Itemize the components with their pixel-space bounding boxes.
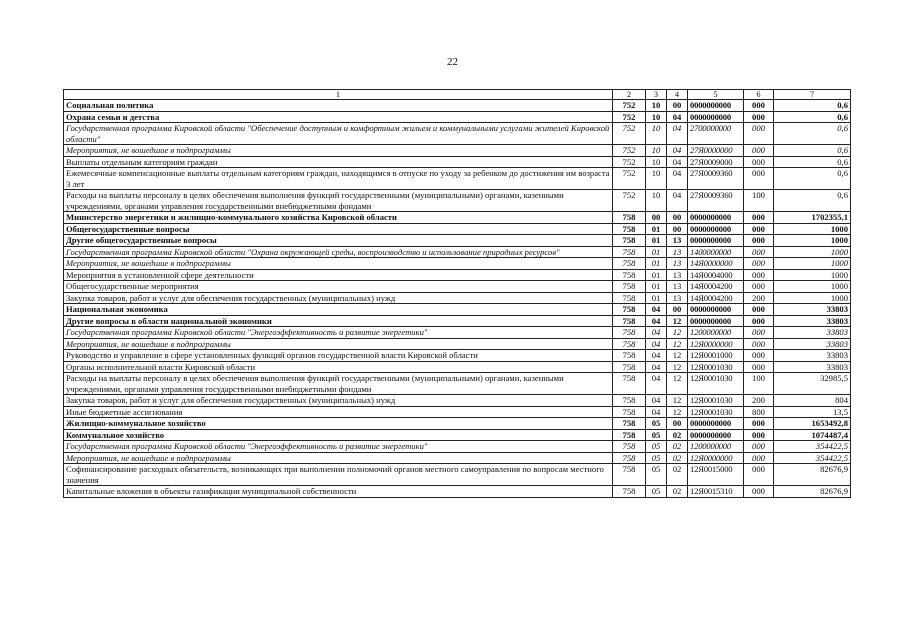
row-subsection-cell: 12 — [667, 406, 688, 418]
row-target-code-cell: 14Я0004000 — [688, 269, 744, 281]
row-target-code-cell: 14Я0004200 — [688, 292, 744, 304]
row-section-cell: 04 — [646, 361, 667, 373]
row-section-cell: 10 — [646, 190, 667, 212]
row-ministry-code-cell: 752 — [613, 123, 646, 145]
row-amount-cell: 33803 — [774, 361, 851, 373]
row-expense-type-cell: 000 — [744, 452, 774, 464]
table-row — [64, 168, 851, 190]
row-section-cell: 10 — [646, 100, 667, 112]
row-expense-type-cell: 000 — [744, 464, 774, 486]
row-subsection-cell: 04 — [667, 168, 688, 190]
row-subsection-cell: 12 — [667, 373, 688, 395]
table-row — [64, 395, 851, 407]
row-name-cell: Национальная экономика — [64, 304, 613, 316]
row-section-cell: 04 — [646, 338, 667, 350]
row-section-cell: 05 — [646, 441, 667, 453]
row-target-code-cell: 12Я0015000 — [688, 464, 744, 486]
row-section-cell: 01 — [646, 235, 667, 247]
row-section-cell: 01 — [646, 246, 667, 258]
row-ministry-code-cell: 758 — [613, 292, 646, 304]
row-section-cell: 05 — [646, 418, 667, 430]
row-section-cell: 01 — [646, 269, 667, 281]
row-amount-cell: 82676,9 — [774, 486, 851, 498]
row-section-cell: 01 — [646, 292, 667, 304]
row-subsection-cell: 12 — [667, 350, 688, 362]
table-row — [64, 111, 851, 123]
row-target-code-cell: 0000000000 — [688, 212, 744, 224]
table-row — [64, 156, 851, 168]
row-amount-cell: 1000 — [774, 235, 851, 247]
row-ministry-code-cell: 758 — [613, 258, 646, 270]
row-amount-cell: 33803 — [774, 327, 851, 339]
table-row — [64, 190, 851, 212]
row-name-cell: Руководство и управление в сфере установленных функций органов государственной власти Кировской области — [64, 350, 613, 362]
row-expense-type-cell: 000 — [744, 281, 774, 293]
row-expense-type-cell: 100 — [744, 190, 774, 212]
row-section-cell: 10 — [646, 145, 667, 157]
row-amount-cell: 1000 — [774, 258, 851, 270]
table-row — [64, 123, 851, 145]
row-amount-cell: 1000 — [774, 246, 851, 258]
row-amount-cell: 1074487,4 — [774, 429, 851, 441]
table-body — [64, 90, 851, 498]
row-amount-cell: 13,5 — [774, 406, 851, 418]
table-row — [64, 338, 851, 350]
row-target-code-cell: 0000000000 — [688, 235, 744, 247]
column-header: 2 — [613, 90, 646, 100]
row-expense-type-cell: 800 — [744, 406, 774, 418]
row-name-cell: Мероприятия, не вошедшие в подпрограммы — [64, 452, 613, 464]
row-amount-cell: 1000 — [774, 223, 851, 235]
row-ministry-code-cell: 758 — [613, 418, 646, 430]
row-ministry-code-cell: 758 — [613, 486, 646, 498]
row-ministry-code-cell: 758 — [613, 246, 646, 258]
row-amount-cell: 354422,5 — [774, 441, 851, 453]
table-row — [64, 429, 851, 441]
row-amount-cell: 82676,9 — [774, 464, 851, 486]
row-section-cell: 00 — [646, 212, 667, 224]
row-section-cell: 05 — [646, 452, 667, 464]
row-ministry-code-cell: 752 — [613, 156, 646, 168]
row-expense-type-cell: 000 — [744, 486, 774, 498]
table-header-row — [64, 90, 851, 100]
row-name-cell: Мероприятия в установленной сфере деятельности — [64, 269, 613, 281]
row-name-cell: Общегосударственные мероприятия — [64, 281, 613, 293]
row-amount-cell: 0,6 — [774, 100, 851, 112]
row-ministry-code-cell: 752 — [613, 100, 646, 112]
row-amount-cell: 804 — [774, 395, 851, 407]
row-name-cell: Государственная программа Кировской области "Обеспечение доступным и комфортным жильем и коммунальными услугами жителей Кировской области" — [64, 123, 613, 145]
row-ministry-code-cell: 758 — [613, 281, 646, 293]
row-amount-cell: 0,6 — [774, 123, 851, 145]
row-ministry-code-cell: 758 — [613, 223, 646, 235]
row-target-code-cell: 12Я0001030 — [688, 361, 744, 373]
row-subsection-cell: 12 — [667, 395, 688, 407]
row-subsection-cell: 02 — [667, 464, 688, 486]
row-expense-type-cell: 100 — [744, 373, 774, 395]
table-row — [64, 281, 851, 293]
table-row — [64, 486, 851, 498]
row-ministry-code-cell: 758 — [613, 464, 646, 486]
row-subsection-cell: 02 — [667, 441, 688, 453]
row-ministry-code-cell: 752 — [613, 190, 646, 212]
row-amount-cell: 0,6 — [774, 156, 851, 168]
row-target-code-cell: 2700000000 — [688, 123, 744, 145]
row-target-code-cell: 27Я0009360 — [688, 168, 744, 190]
row-expense-type-cell: 000 — [744, 235, 774, 247]
row-name-cell: Софинансирование расходных обязательств, возникающих при выполнении полномочий органов местного самоуправления по вопросам местного значения — [64, 464, 613, 486]
row-section-cell: 04 — [646, 395, 667, 407]
row-expense-type-cell: 000 — [744, 361, 774, 373]
row-name-cell: Коммунальное хозяйство — [64, 429, 613, 441]
row-subsection-cell: 04 — [667, 123, 688, 145]
table-row — [64, 441, 851, 453]
row-target-code-cell: 27Я0009360 — [688, 190, 744, 212]
row-subsection-cell: 13 — [667, 281, 688, 293]
table-row — [64, 223, 851, 235]
table-row — [64, 100, 851, 112]
row-section-cell: 05 — [646, 429, 667, 441]
row-name-cell: Расходы на выплаты персоналу в целях обеспечения выполнения функций государственными (муниципальными) органами, казенными учреждениями, органами управления государственными внебюджетными фондами — [64, 373, 613, 395]
row-subsection-cell: 04 — [667, 145, 688, 157]
row-ministry-code-cell: 758 — [613, 441, 646, 453]
row-section-cell: 05 — [646, 486, 667, 498]
row-amount-cell: 1000 — [774, 292, 851, 304]
row-expense-type-cell: 000 — [744, 350, 774, 362]
row-name-cell: Общегосударственные вопросы — [64, 223, 613, 235]
row-section-cell: 10 — [646, 156, 667, 168]
row-expense-type-cell: 000 — [744, 123, 774, 145]
row-subsection-cell: 00 — [667, 304, 688, 316]
row-target-code-cell: 0000000000 — [688, 100, 744, 112]
row-ministry-code-cell: 758 — [613, 338, 646, 350]
row-section-cell: 04 — [646, 327, 667, 339]
row-ministry-code-cell: 758 — [613, 304, 646, 316]
row-expense-type-cell: 000 — [744, 111, 774, 123]
row-name-cell: Капитальные вложения в объекты газификации муниципальной собственности — [64, 486, 613, 498]
row-section-cell: 05 — [646, 464, 667, 486]
row-amount-cell: 33803 — [774, 304, 851, 316]
table-row — [64, 235, 851, 247]
table-row — [64, 327, 851, 339]
row-expense-type-cell: 000 — [744, 327, 774, 339]
row-subsection-cell: 02 — [667, 429, 688, 441]
table-row — [64, 315, 851, 327]
row-amount-cell: 0,6 — [774, 145, 851, 157]
row-target-code-cell: 14Я0004200 — [688, 281, 744, 293]
row-subsection-cell: 00 — [667, 223, 688, 235]
row-expense-type-cell: 000 — [744, 418, 774, 430]
column-header: 4 — [667, 90, 688, 100]
table-row — [64, 464, 851, 486]
row-section-cell: 01 — [646, 281, 667, 293]
row-target-code-cell: 0000000000 — [688, 418, 744, 430]
row-target-code-cell: 27Я0000000 — [688, 145, 744, 157]
row-expense-type-cell: 200 — [744, 395, 774, 407]
table-row — [64, 145, 851, 157]
row-amount-cell: 33803 — [774, 338, 851, 350]
row-target-code-cell: 0000000000 — [688, 315, 744, 327]
table-row — [64, 292, 851, 304]
row-subsection-cell: 12 — [667, 315, 688, 327]
row-expense-type-cell: 200 — [744, 292, 774, 304]
row-subsection-cell: 13 — [667, 292, 688, 304]
row-subsection-cell: 12 — [667, 327, 688, 339]
row-subsection-cell: 13 — [667, 246, 688, 258]
row-subsection-cell: 00 — [667, 212, 688, 224]
row-expense-type-cell: 000 — [744, 100, 774, 112]
row-ministry-code-cell: 758 — [613, 212, 646, 224]
row-section-cell: 01 — [646, 258, 667, 270]
row-target-code-cell: 12Я0000000 — [688, 452, 744, 464]
row-expense-type-cell: 000 — [744, 223, 774, 235]
row-name-cell: Выплаты отдельным категориям граждан — [64, 156, 613, 168]
row-name-cell: Государственная программа Кировской области "Охрана окружающей среды, воспроизводство и использование природных ресурсов" — [64, 246, 613, 258]
row-subsection-cell: 13 — [667, 269, 688, 281]
row-target-code-cell: 1200000000 — [688, 327, 744, 339]
column-header: 7 — [774, 90, 851, 100]
row-name-cell: Социальная политика — [64, 100, 613, 112]
row-subsection-cell: 04 — [667, 111, 688, 123]
row-expense-type-cell: 000 — [744, 315, 774, 327]
row-expense-type-cell: 000 — [744, 212, 774, 224]
row-amount-cell: 1000 — [774, 281, 851, 293]
table-row — [64, 269, 851, 281]
row-subsection-cell: 00 — [667, 100, 688, 112]
row-subsection-cell: 00 — [667, 418, 688, 430]
row-expense-type-cell: 000 — [744, 304, 774, 316]
column-header: 6 — [744, 90, 774, 100]
row-name-cell: Иные бюджетные ассигнования — [64, 406, 613, 418]
row-target-code-cell: 12Я0001030 — [688, 373, 744, 395]
row-ministry-code-cell: 758 — [613, 373, 646, 395]
row-target-code-cell: 0000000000 — [688, 223, 744, 235]
row-target-code-cell: 14Я0000000 — [688, 258, 744, 270]
row-section-cell: 04 — [646, 315, 667, 327]
budget-table — [63, 89, 851, 498]
table-row — [64, 212, 851, 224]
row-name-cell: Государственная программа Кировской области "Энергоэффективность и развитие энергетики" — [64, 441, 613, 453]
row-target-code-cell: 12Я0000000 — [688, 338, 744, 350]
column-header: 5 — [688, 90, 744, 100]
row-name-cell: Органы исполнительной власти Кировской области — [64, 361, 613, 373]
row-amount-cell: 354422,5 — [774, 452, 851, 464]
table-row — [64, 350, 851, 362]
table-row — [64, 304, 851, 316]
row-ministry-code-cell: 752 — [613, 168, 646, 190]
row-target-code-cell: 12Я0015310 — [688, 486, 744, 498]
row-target-code-cell: 1200000000 — [688, 441, 744, 453]
row-section-cell: 01 — [646, 223, 667, 235]
row-subsection-cell: 04 — [667, 156, 688, 168]
row-ministry-code-cell: 758 — [613, 269, 646, 281]
row-subsection-cell: 12 — [667, 338, 688, 350]
table-row — [64, 406, 851, 418]
row-subsection-cell: 13 — [667, 235, 688, 247]
row-ministry-code-cell: 758 — [613, 395, 646, 407]
table-row — [64, 418, 851, 430]
row-ministry-code-cell: 758 — [613, 452, 646, 464]
row-expense-type-cell: 000 — [744, 258, 774, 270]
row-amount-cell: 0,6 — [774, 111, 851, 123]
row-ministry-code-cell: 758 — [613, 350, 646, 362]
row-amount-cell: 33803 — [774, 315, 851, 327]
row-target-code-cell: 0000000000 — [688, 304, 744, 316]
table-row — [64, 361, 851, 373]
row-expense-type-cell: 000 — [744, 429, 774, 441]
row-section-cell: 04 — [646, 304, 667, 316]
row-amount-cell: 0,6 — [774, 190, 851, 212]
row-name-cell: Мероприятия, не вошедшие в подпрограммы — [64, 258, 613, 270]
row-name-cell: Министерство энергетики и жилищно-коммунального хозяйства Кировской области — [64, 212, 613, 224]
row-section-cell: 04 — [646, 406, 667, 418]
row-expense-type-cell: 000 — [744, 168, 774, 190]
row-name-cell: Закупка товаров, работ и услуг для обеспечения государственных (муниципальных) нужд — [64, 292, 613, 304]
row-amount-cell: 1000 — [774, 269, 851, 281]
row-target-code-cell: 0000000000 — [688, 429, 744, 441]
row-name-cell: Другие общегосударственные вопросы — [64, 235, 613, 247]
row-expense-type-cell: 000 — [744, 246, 774, 258]
row-section-cell: 10 — [646, 168, 667, 190]
row-expense-type-cell: 000 — [744, 441, 774, 453]
row-subsection-cell: 13 — [667, 258, 688, 270]
table-row — [64, 246, 851, 258]
page-number: 22 — [447, 56, 458, 68]
row-ministry-code-cell: 758 — [613, 429, 646, 441]
row-target-code-cell: 1400000000 — [688, 246, 744, 258]
row-amount-cell: 33803 — [774, 350, 851, 362]
row-section-cell: 10 — [646, 123, 667, 145]
row-ministry-code-cell: 752 — [613, 111, 646, 123]
row-target-code-cell: 12Я0001030 — [688, 406, 744, 418]
row-subsection-cell: 02 — [667, 486, 688, 498]
row-subsection-cell: 04 — [667, 190, 688, 212]
row-amount-cell: 1702355,1 — [774, 212, 851, 224]
row-section-cell: 04 — [646, 373, 667, 395]
row-ministry-code-cell: 758 — [613, 315, 646, 327]
table-row — [64, 373, 851, 395]
row-target-code-cell: 12Я0001000 — [688, 350, 744, 362]
row-target-code-cell: 12Я0001030 — [688, 395, 744, 407]
row-expense-type-cell: 000 — [744, 338, 774, 350]
table-row — [64, 452, 851, 464]
row-amount-cell: 1653492,8 — [774, 418, 851, 430]
row-expense-type-cell: 000 — [744, 156, 774, 168]
row-target-code-cell: 0000000000 — [688, 111, 744, 123]
row-name-cell: Мероприятия, не вошедшие в подпрограммы — [64, 338, 613, 350]
row-subsection-cell: 12 — [667, 361, 688, 373]
column-header: 3 — [646, 90, 667, 100]
row-name-cell: Расходы на выплаты персоналу в целях обеспечения выполнения функций государственными (муниципальными) органами, казенными учреждениями, органами управления государственными внебюджетными фондами — [64, 190, 613, 212]
row-section-cell: 10 — [646, 111, 667, 123]
row-name-cell: Другие вопросы в области национальной экономики — [64, 315, 613, 327]
row-expense-type-cell: 000 — [744, 269, 774, 281]
row-ministry-code-cell: 758 — [613, 361, 646, 373]
row-name-cell: Жилищно-коммунальное хозяйство — [64, 418, 613, 430]
row-name-cell: Охрана семьи и детства — [64, 111, 613, 123]
row-name-cell: Ежемесячные компенсационные выплаты отдельным категориям граждан, находящимся в отпуске по уходу за ребенком до достижения им возраста 3 лет — [64, 168, 613, 190]
row-expense-type-cell: 000 — [744, 145, 774, 157]
row-name-cell: Государственная программа Кировской области "Энергоэффективность и развитие энергетики" — [64, 327, 613, 339]
row-ministry-code-cell: 758 — [613, 327, 646, 339]
row-ministry-code-cell: 752 — [613, 145, 646, 157]
column-header: 1 — [64, 90, 613, 100]
row-subsection-cell: 02 — [667, 452, 688, 464]
row-amount-cell: 0,6 — [774, 168, 851, 190]
table-row — [64, 258, 851, 270]
row-name-cell: Мероприятия, не вошедшие в подпрограммы — [64, 145, 613, 157]
row-target-code-cell: 27Я0009000 — [688, 156, 744, 168]
row-ministry-code-cell: 758 — [613, 235, 646, 247]
row-section-cell: 04 — [646, 350, 667, 362]
row-ministry-code-cell: 758 — [613, 406, 646, 418]
row-amount-cell: 32985,5 — [774, 373, 851, 395]
row-name-cell: Закупка товаров, работ и услуг для обеспечения государственных (муниципальных) нужд — [64, 395, 613, 407]
